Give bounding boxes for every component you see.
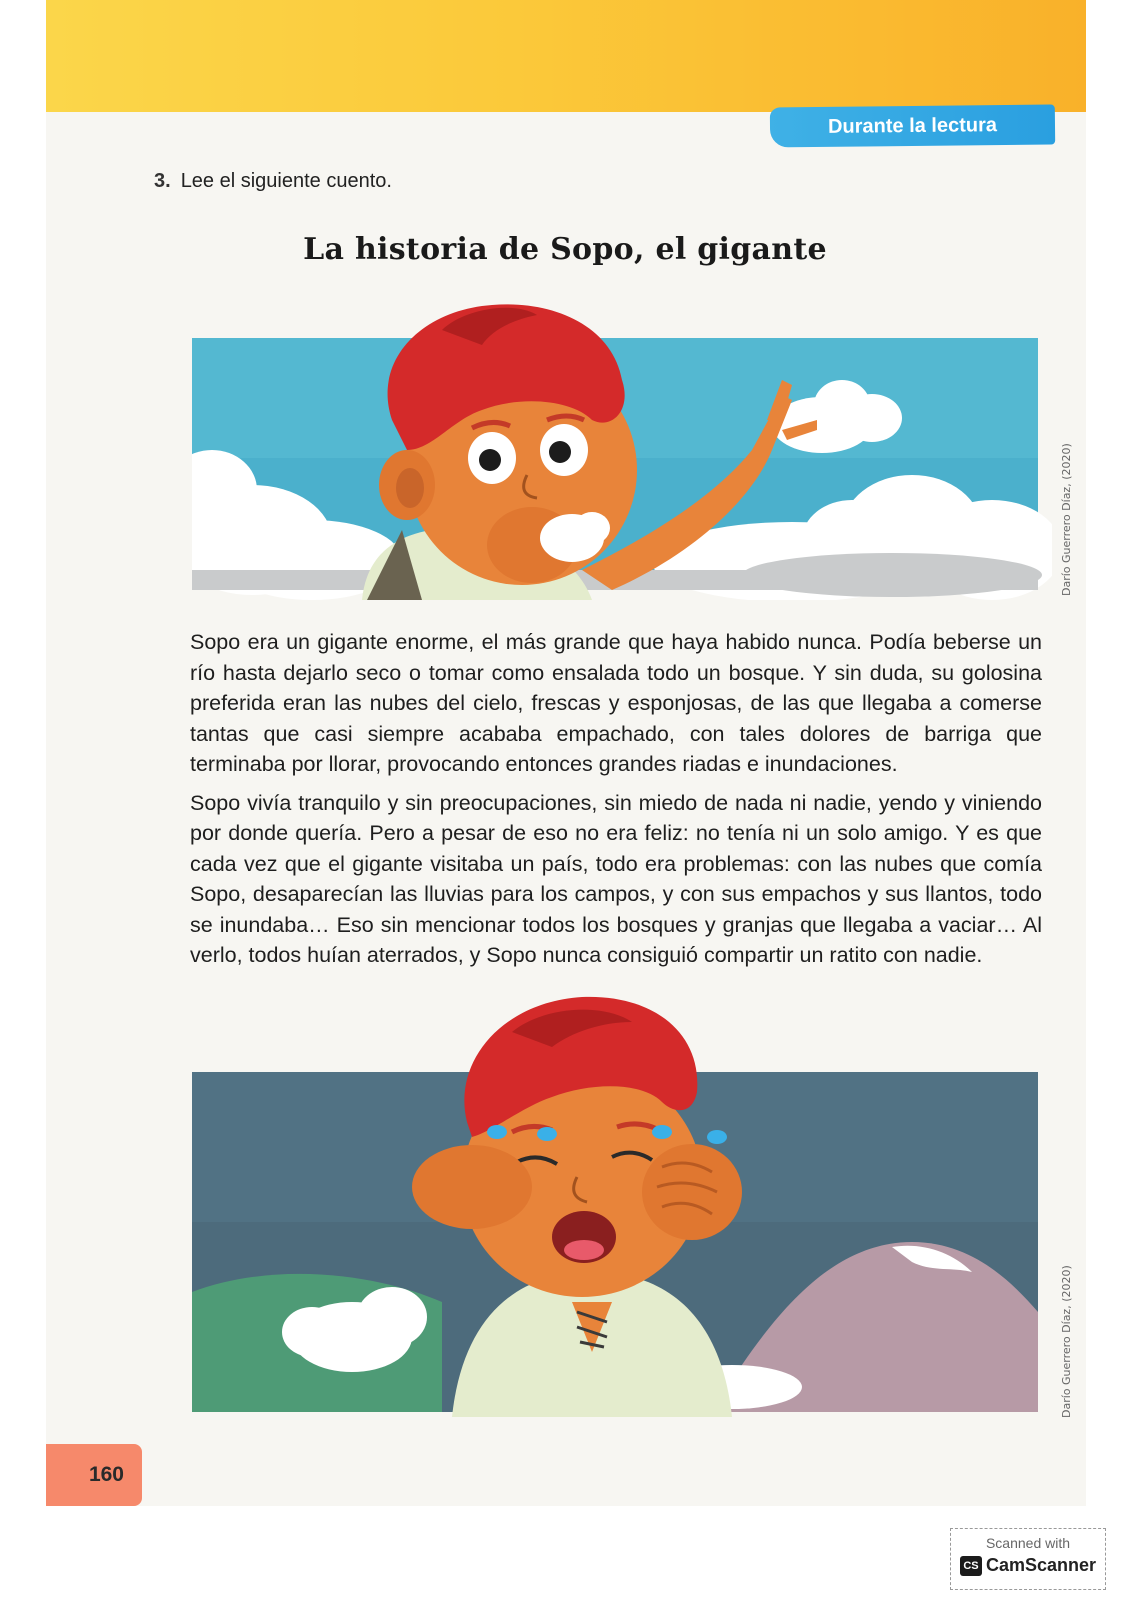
watermark-brand-name: CamScanner xyxy=(985,1555,1097,1575)
activity-number: 3. xyxy=(154,170,171,192)
top-color-band xyxy=(46,0,1086,112)
illustration-credit: Darío Guerrero Díaz, (2020) xyxy=(1060,443,1073,596)
page-number: 160 xyxy=(88,1463,124,1486)
instruction-text: el siguiente cuento. xyxy=(214,170,392,192)
story-title: La historia de Sopo, el gigante xyxy=(303,232,827,267)
story-paragraph: Sopo vivía tranquilo y sin preocupaciones, sin miedo de nada ni nadie, yendo y viniendo por donde quería. Pero a pesar de eso no era feliz: no tenía ni un solo amigo. Y es que cada vez que el gigante visitaba un país, todo era problemas: con las nubes que comía Sopo, desaparecían las lluvias para los campos, y con sus empachos y sus llantos, todo se inundaba… Eso sin mencionar todos los bosques y granjas que llegaba a vaciar… Al verlo, todos huían aterrados, y Sopo nunca consiguió compartir un ratito con nadie. xyxy=(190,790,1042,967)
watermark-caption: Scanned with xyxy=(985,1535,1071,1551)
story-paragraph: Sopo era un gigante enorme, el más grande que haya habido nunca. Podía beberse un río hasta dejarlo seco o tomar como ensalada todo un bosque. Y sin duda, su golosina preferida eran las nubes del cielo, frescas y esponjosas, de las que llegaba a comerse tantas que casi siempre acababa empachado, con tales dolores de barriga que terminaba por llorar, provocando entonces grandes riadas e inundaciones. xyxy=(190,630,1042,776)
illustration-credit: Darío Guerrero Díaz, (2020) xyxy=(1060,1265,1073,1418)
scanner-watermark xyxy=(950,1528,1106,1590)
story-body xyxy=(190,627,1042,979)
illustration-giant-eating-clouds xyxy=(192,300,1052,600)
illustration-giant-crying xyxy=(192,992,1052,1417)
activity-instruction xyxy=(154,170,392,193)
section-tab: Durante la lectura xyxy=(770,105,1055,148)
instruction-verb: Lee xyxy=(180,170,215,192)
watermark-brand xyxy=(951,1555,1105,1576)
camscanner-logo-icon: CS xyxy=(960,1556,982,1576)
